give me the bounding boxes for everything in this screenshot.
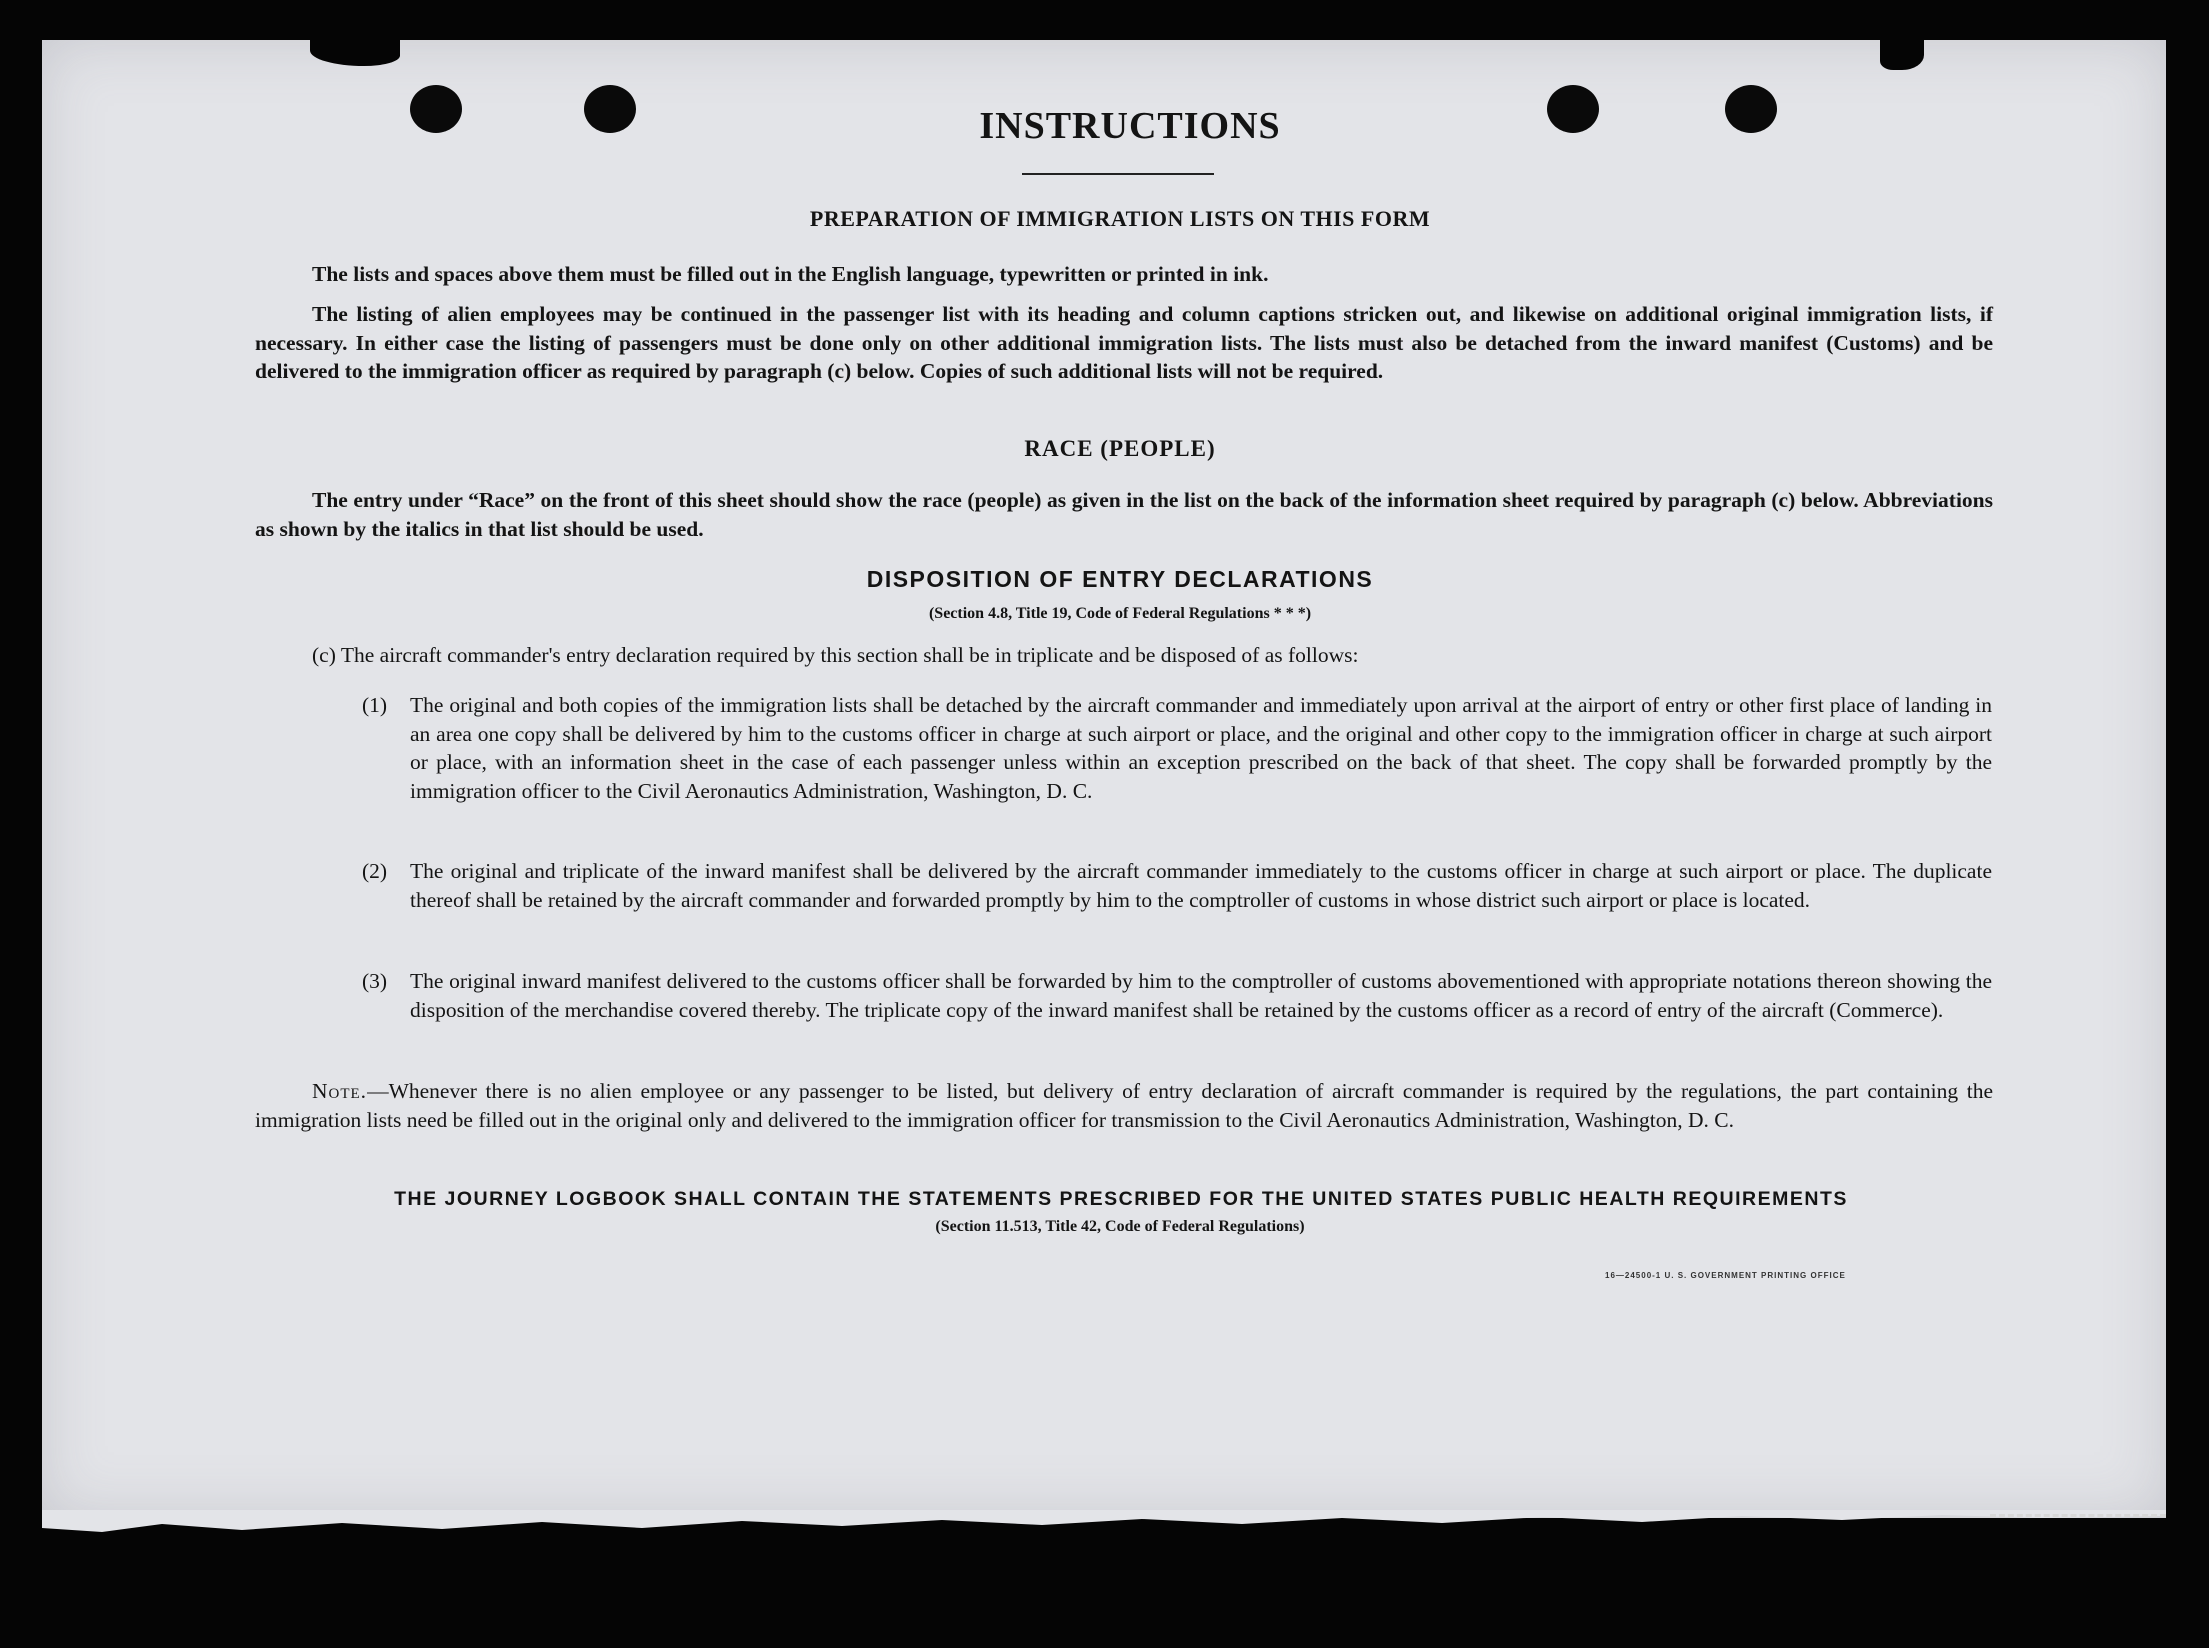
item-text: The original and triplicate of the inward manifest shall be delivered by the aircraft commander immediately to the customs officer in charge at such airport or place. The duplicate thereof shall be retained by the aircraft commander and forwarded promptly by him to the comptroller of customs in whose district such airport or place is located. [410, 859, 1992, 912]
disposition-heading: DISPOSITION OF ENTRY DECLARATIONS [866, 566, 1374, 592]
preparation-paragraph-1: The lists and spaces above them must be filled out in the English language, typewritten or printed in ink. [312, 262, 1269, 286]
preparation-paragraph-2: The listing of alien employees may be continued in the passenger list with its heading and column captions stricken out, and likewise on additional original immigration lists, if necessary. In either case the listing of passengers must be done only on other additional immigration lists. The lists must also be detached from the inward manifest (Customs) and be delivered to the immigration officer as required by paragraph (c) below. Copies of such additional lists will not be required. [255, 302, 1993, 383]
disposition-citation: (Section 4.8, Title 19, Code of Federal Regulations * * *) [928, 605, 1312, 622]
item-label: (3) [362, 969, 388, 993]
item-text: The original and both copies of the immigration lists shall be detached by the aircraft commander and immediately upon arrival at the airport of entry or other first place of landing in an area one copy shall be delivered by him to the customs officer in charge at such airport or place, and the original and other copy to the immigration officer in charge at such airport or place, with an information sheet in the case of each passenger unless within an exception prescribed on the back of that sheet. The copy shall be forwarded promptly by the immigration officer to the Civil Aeronautics Administration, Washington, D. C. [410, 693, 1992, 803]
preparation-heading: PREPARATION OF IMMIGRATION LISTS ON THIS FORM [809, 206, 1431, 231]
printer-imprint: 16—24500-1 U. S. GOVERNMENT PRINTING OFFICE [1605, 1271, 1846, 1280]
disposition-paragraph-c: (c) The aircraft commander's entry declaration required by this section shall be in triplicate and be disposed of as follows: [312, 643, 1359, 667]
journey-citation: (Section 11.513, Title 42, Code of Federal Regulations) [935, 1218, 1305, 1235]
disposition-item-3 [362, 967, 1992, 1024]
race-heading: RACE (PEOPLE) [1024, 436, 1216, 461]
note-paragraph [255, 1077, 1993, 1134]
title-rule [1022, 173, 1214, 175]
race-paragraph: The entry under “Race” on the front of this sheet should show the race (people) as given in the list on the back of the information sheet required by paragraph (c) below. Abbreviations as shown by the italics in that list should be used. [255, 488, 1993, 541]
item-text: The original inward manifest delivered to the customs officer shall be forwarded by him to the comptroller of customs abovementioned with appropriate notations thereon showing the disposition of the merchandise covered thereby. The triplicate copy of the inward manifest shall be retained by the customs officer as a record of entry of the aircraft (Commerce). [410, 969, 1992, 1022]
note-label: Note. [312, 1079, 368, 1103]
note-text: —Whenever there is no alien employee or any passenger to be listed, but delivery of entry declaration of aircraft commander is required by the regulations, the part containing the immigration lists need be filled out in the original only and delivered to the immigration officer for transmission to the Civil Aeronautics Administration, Washington, D. C. [255, 1079, 1993, 1132]
item-label: (1) [362, 693, 388, 717]
journey-logbook-statement: THE JOURNEY LOGBOOK SHALL CONTAIN THE STATEMENTS PRESCRIBED FOR THE UNITED STATES PUBLIC HEALTH REQUIREMENTS [394, 1188, 1848, 1210]
item-label: (2) [362, 859, 388, 883]
disposition-item-2 [362, 857, 1992, 914]
disposition-item-1 [362, 691, 1992, 805]
page-title: INSTRUCTIONS [979, 105, 1281, 147]
